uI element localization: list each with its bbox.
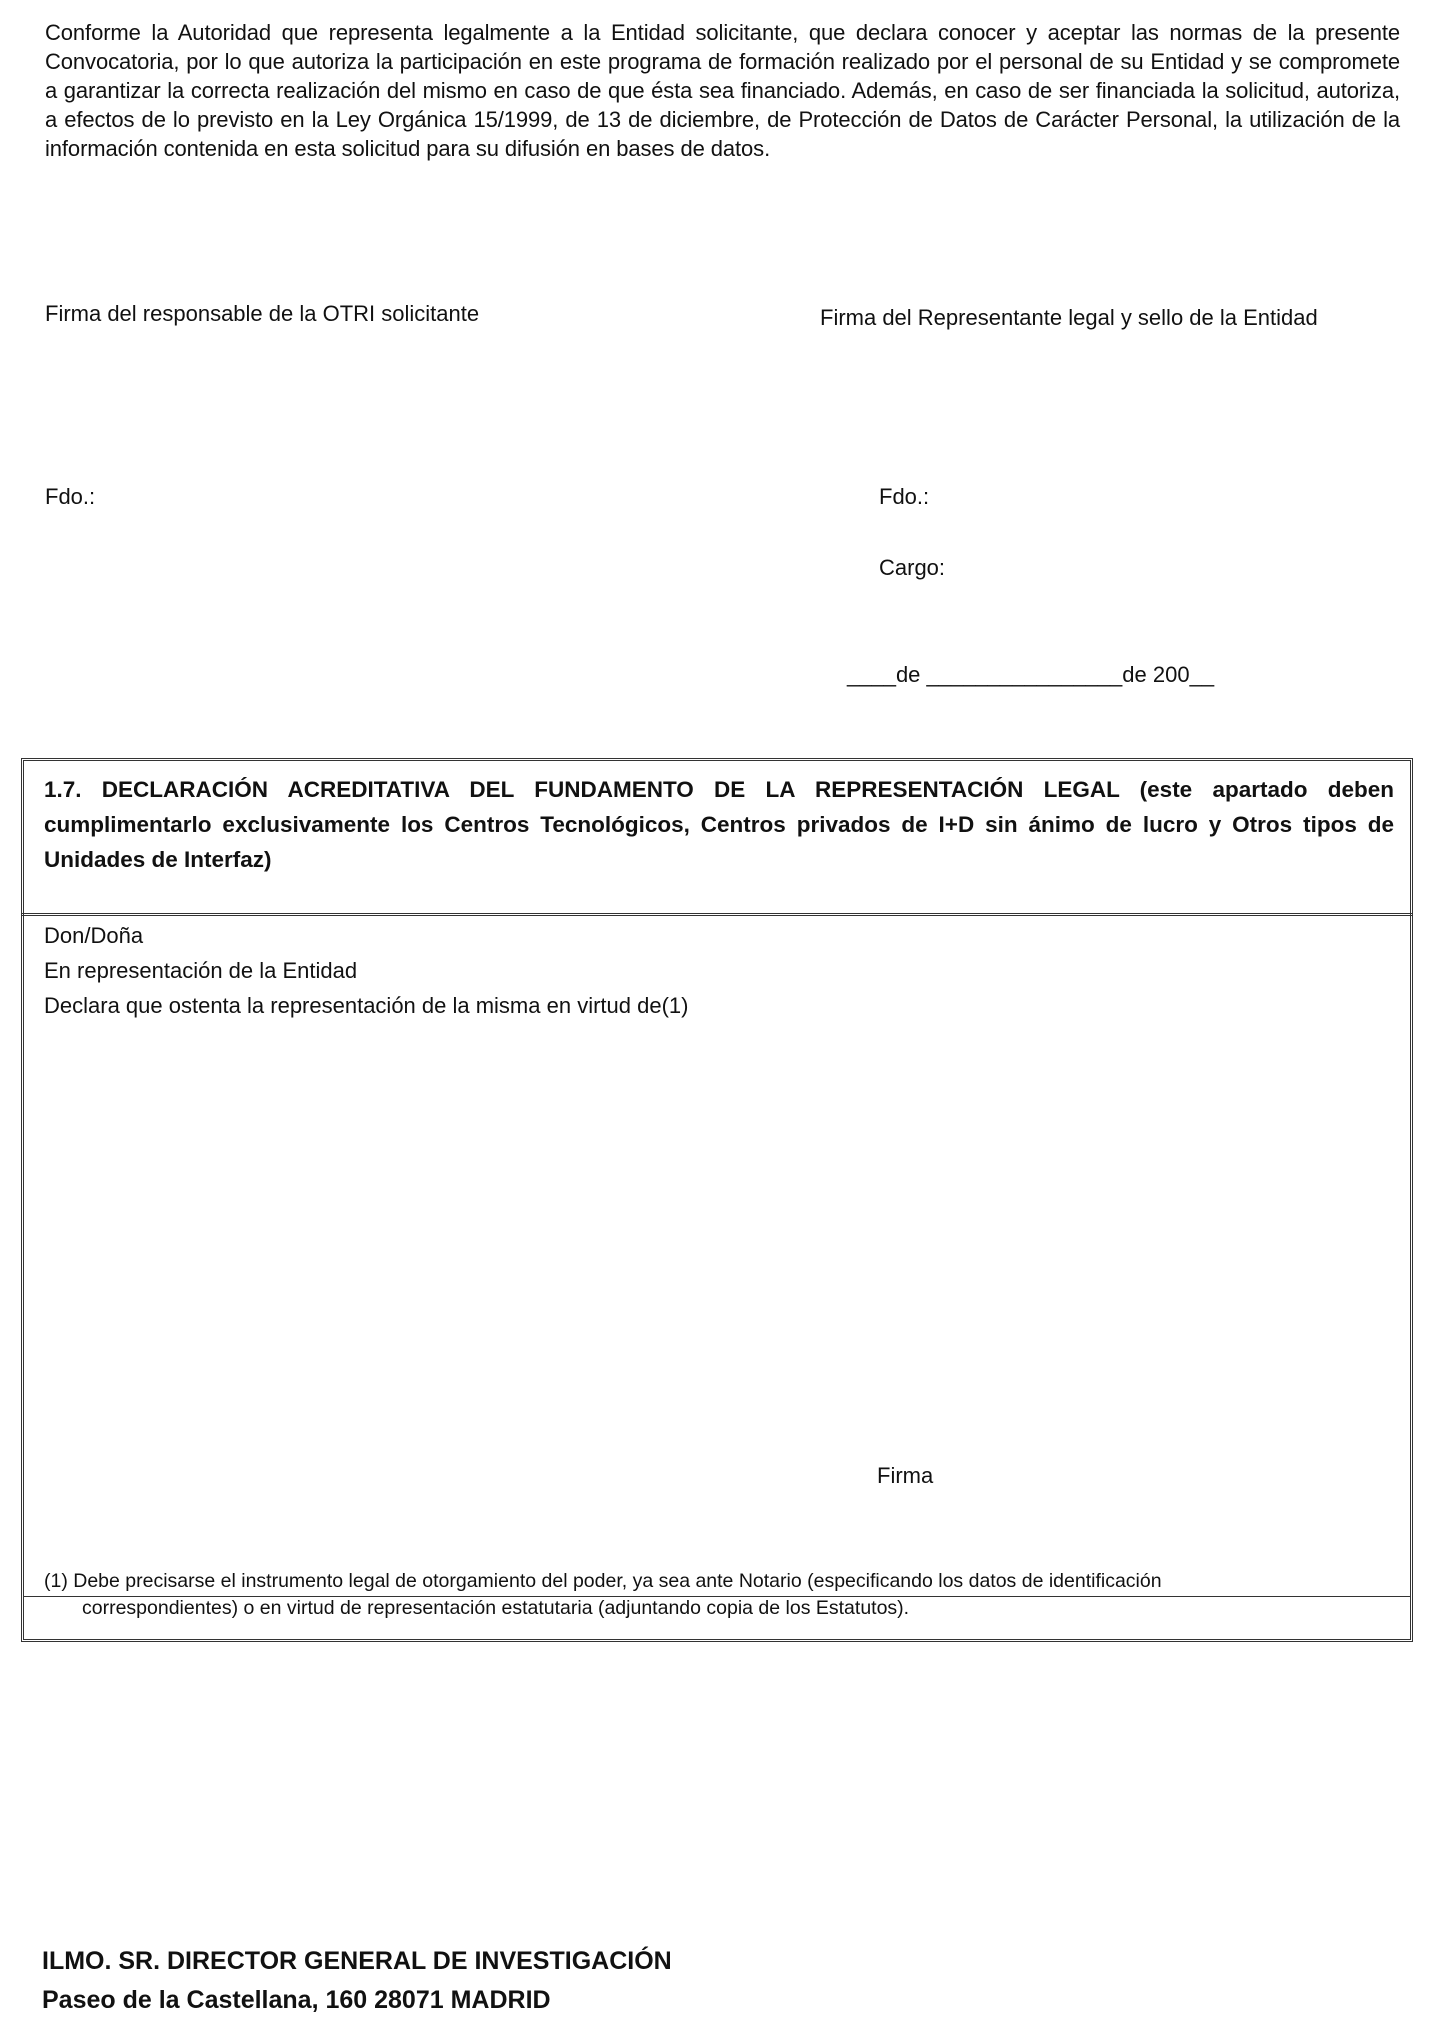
cargo-label: Cargo: [879,555,946,580]
representation-declaration-label: Declara que ostenta la representación de la misma en virtud de(1) [44,993,689,1018]
footnote-line-1: (1) Debe precisarse el instrumento legal de otorgamiento del poder, ya sea ante Notario (especificando los datos de identificación [44,1570,1162,1592]
firma-label: Firma [877,1463,934,1488]
entity-representation-label: En representación de la Entidad [44,958,358,983]
addressee-title: ILMO. SR. DIRECTOR GENERAL DE INVESTIGACIÓN [42,1947,672,1975]
addressee-street: Paseo de la Castellana, 160 28071 MADRID [42,1986,551,2014]
footnote-line-2: correspondientes) o en virtud de representación estatutaria (adjuntando copia de los Estatutos). [82,1597,910,1619]
representative-fdo-label: Fdo.: [879,484,930,509]
footnote [44,1568,1396,1622]
otri-signature-label: Firma del responsable de la OTRI solicitante [45,301,480,326]
date-line: ____de ________________de 200__ [847,662,1215,687]
don-dona-label: Don/Doña [44,923,144,948]
section-17-title: 1.7. DECLARACIÓN ACREDITATIVA DEL FUNDAMENTO DE LA REPRESENTACIÓN LEGAL (este apartado deben cumplimentarlo exclusivamente los Centros Tecnológicos, Centros privados de I+D sin ánimo de lucro y Otros tipos de Unidades de Interfaz) [44,777,1394,872]
legal-representative-signature-label: Firma del Representante legal y sello de la Entidad [820,305,1318,330]
otri-fdo-label: Fdo.: [45,484,96,509]
authorization-paragraph: Conforme la Autoridad que representa legalmente a la Entidad solicitante, que declara conocer y aceptar las normas de la presente Convocatoria, por lo que autoriza la participación en este programa de formación realizado por el personal de su Entidad y se compromete a garantizar la correcta realización del mismo en caso de que ésta sea financiado. Además, en caso de ser financiada la solicitud, autoriza, a efectos de lo previsto en la Ley Orgánica 15/1999, de 13 de diciembre, de Protección de Datos de Carácter Personal, la utilización de la información contenida en esta solicitud para su difusión en bases de datos. [45,20,1400,161]
